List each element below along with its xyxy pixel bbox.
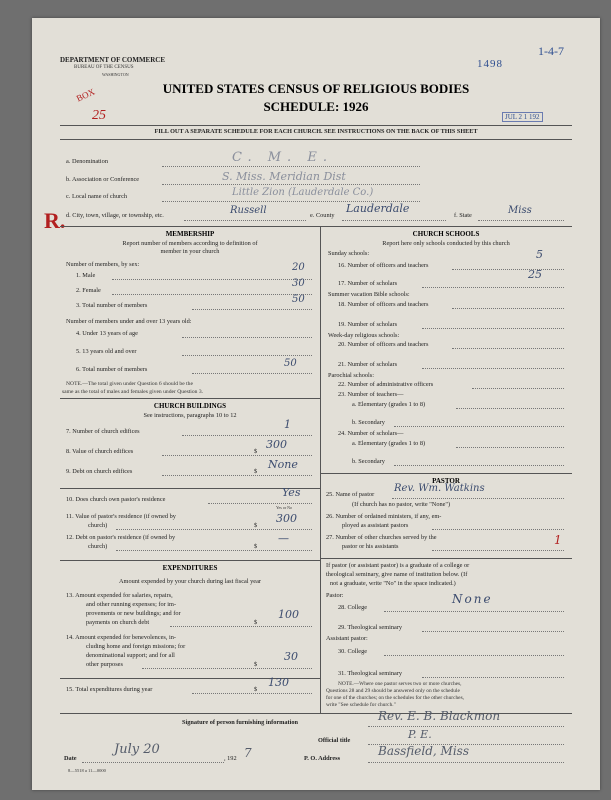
value-official-title: P. E. — [408, 728, 432, 741]
label-q11-church: church) — [88, 522, 108, 529]
census-schedule-sheet: DEPARTMENT OF COMMERCE BUREAU OF THE CENSUS WASHINGTON 1498 1-4-7 BOX 25 UNITED STATES CENSUS OF RELIGIOUS BODIES SCHEDULE: 1926 JUL 2 1 192 FILL OUT A SEPARATE SCHEDULE FOR EACH CHURCH. SEE INSTRUCTIONS ON THE BACK OF THIS SHEET a. Denomination C. M. E. b. Association or Conference S. Miss. Meridian Dist c. Local name of church Little Zion (Lauderdale Co.) R. d. City, town, village, or township, etc. Russell e. County Lauderdale f. State Miss MEMBERSHIP Report number of members according to definition of member in your church Number of members, by sex: 1. Male 20 2. Female 30 3. Total number of members 50 Number of members under and over 13 years old: 4. Under 13 years of age 5. 13 years old and over 6. Total number of members 50 NOTE.—The total given under Question 6 should be the same as the total of males and females given under Question 3. CHURCH BUILDINGS See instructions, paragraphs 10 to 12 7. Number of church edifices 1 8. Value of church edifices $ 300 9. Debt on church edifices $ None 10. Does church own pastor's residence Yes Yes or No 11. Value of pastor's residence (if owned by church) $ 300 12. Debt on pastor's residence (if owned by church) $ — EXPENDITURES Amount expended by your church during last fiscal year 13. Amount expended for salaries, repairs, and other running expenses; for im- provements or new buildings; and for payments on church debt $ 100 14. Amount expended for benevolences, in- cluding home and foreign missions; for denominational support; and for all other purposes $ 30 15. Total expenditures during year $ 130 CHURCH SCHOOLS Report here only schools conducted by this church Sunday schools: 16. Number of officers and teachers 5 17. Number of scholars 25 Summer vacation Bible schools: 18. Number of officers and teachers 19. Number of scholars Week-day religious schools: 20. Number of officers and teachers 21. Number of scholars Parochial schools: 22. Number of administrative officers 23. Number of teachers— a. Elementary (grades 1 to 8) b. Secondary 24. Number of scholars— a. Elementary (grades 1 to 8) b. Secondary PASTOR 25. Name of pastor Rev. Wm. Watkins (If church has no pastor, write "None") 26. Number of ordained ministers, if any, em- ployed as assistant pastors 27. Number of other churches served by the pastor or his assistants 1 If pastor (or assistant pastor) is a graduate of a college or theological seminary, give name of institution below. (If not a graduate, write "No" in the space indicated.) Pastor: 28. College None 29. Theological seminary Assistant pastor: 30. College 31. Theological seminary NOTE.—Where one pastor serves two or more churches, Questions 28 and 29 should be answered only on the schedule for one of the churches; on the schedules for the other churches, write "See schedule for church." Signature of person furnishing information Rev. E. B. Blackmon Official title P. E. Date July 20 , 192 7 P. O. Address Bassfield, Miss 8—5518 a 11—0000 — [32, 18, 600, 790]
grad-note-1: If pastor (or assistant pastor) is a graduate of a college or — [326, 562, 470, 569]
label-q14: 14. Amount expended for benevolences, in- — [66, 634, 176, 641]
value-q2: 30 — [292, 278, 305, 289]
value-denomination: C. M. E. — [232, 150, 333, 165]
value-q28: None — [452, 592, 493, 606]
label-q13-line2: and other running expenses; for im- — [86, 601, 177, 608]
label-q6: 6. Total number of members — [76, 366, 148, 373]
label-weekday: Week-day religious schools: — [328, 332, 400, 339]
pastor-heading: PASTOR — [432, 477, 460, 485]
label-q8: 8. Value of church edifices — [66, 448, 134, 455]
pastor-note-3: for one of the churches; on the schedules for the other churches, — [326, 695, 465, 701]
value-q25: Rev. Wm. Watkins — [394, 483, 485, 494]
label-year: , 192 — [224, 755, 237, 762]
label-q26: 26. Number of ordained ministers, if any, em- — [326, 513, 442, 520]
label-summer: Summer vacation Bible schools: — [328, 291, 410, 298]
label-q30: 30. College — [338, 648, 368, 655]
label-q24a: a. Elementary (grades 1 to 8) — [352, 440, 426, 447]
label-pastor: Pastor: — [326, 592, 344, 599]
value-q8: 300 — [266, 438, 287, 451]
form-subtitle: SCHEDULE: 1926 — [263, 99, 369, 114]
label-under-over: Number of members under and over 13 years old: — [66, 318, 192, 325]
label-q1: 1. Male — [76, 272, 96, 279]
label-q23: 23. Number of teachers— — [338, 391, 404, 398]
value-q14: 30 — [284, 650, 298, 663]
value-q17: 25 — [528, 268, 542, 281]
membership-heading: MEMBERSHIP — [165, 230, 215, 238]
label-q14-line2: cluding home and foreign missions; for — [86, 643, 186, 650]
value-q10: Yes — [282, 486, 301, 499]
label-q23a: a. Elementary (grades 1 to 8) — [352, 401, 426, 408]
value-county: Lauderdale — [346, 202, 410, 215]
box-mark: BOX — [74, 86, 97, 104]
value-year: 7 — [244, 746, 252, 760]
label-q12-church: church) — [88, 543, 108, 550]
membership-note-2: member in your church — [160, 248, 220, 255]
dept-name: DEPARTMENT OF COMMERCE — [60, 56, 166, 64]
label-q10: 10. Does church own pastor's residence — [66, 496, 166, 503]
label-q13-line3: provements or new buildings; and for — [86, 610, 181, 617]
label-q31: 31. Theological seminary — [338, 670, 403, 677]
form-instruction: FILL OUT A SEPARATE SCHEDULE FOR EACH CHURCH. SEE INSTRUCTIONS ON THE BACK OF THIS SHEET — [154, 128, 478, 135]
stamp-number: 1498 — [477, 58, 503, 70]
label-q24b: b. Secondary — [352, 458, 385, 465]
value-q15: 130 — [268, 676, 289, 689]
label-city: d. City, town, village, or township, etc. — [66, 212, 164, 219]
label-signature: Signature of person furnishing information — [182, 719, 299, 726]
value-q12: — — [278, 532, 289, 545]
label-date: Date — [64, 755, 77, 762]
date-stamp: JUL 2 1 192 — [502, 112, 543, 122]
label-state: f. State — [454, 212, 472, 219]
label-q28: 28. College — [338, 604, 368, 611]
r-mark: R. — [44, 208, 66, 233]
label-q2: 2. Female — [76, 287, 101, 294]
value-q13: 100 — [278, 608, 299, 621]
label-q5: 5. 13 years old and over — [76, 348, 137, 355]
label-denomination: a. Denomination — [66, 158, 108, 165]
value-state: Miss — [508, 205, 532, 216]
label-q20: 20. Number of officers and teachers — [338, 341, 429, 348]
label-q12: 12. Debt on pastor's residence (if owned by — [66, 534, 176, 541]
label-q18: 18. Number of officers and teachers — [338, 301, 429, 308]
schools-heading: CHURCH SCHOOLS — [412, 230, 480, 238]
label-q23b: b. Secondary — [352, 419, 385, 426]
value-q27: 1 — [554, 533, 562, 547]
value-association: S. Miss. Meridian Dist — [222, 170, 346, 183]
schools-sub: Report here only schools conducted by this church — [382, 240, 510, 247]
value-q3: 50 — [292, 294, 305, 305]
pastor-note-1: NOTE.—Where one pastor serves two or more churches, — [338, 681, 462, 687]
label-q13: 13. Amount expended for salaries, repairs, — [66, 592, 173, 599]
value-q6: 50 — [284, 358, 297, 369]
label-sunday: Sunday schools: — [328, 250, 370, 257]
label-q27-line2: pastor or his assistants — [342, 543, 399, 550]
value-q7: 1 — [284, 418, 291, 431]
box-number: 25 — [92, 108, 106, 123]
label-q29: 29. Theological seminary — [338, 624, 403, 631]
label-q19: 19. Number of scholars — [338, 321, 398, 328]
label-q25: 25. Name of pastor — [326, 491, 375, 498]
buildings-heading: CHURCH BUILDINGS — [153, 402, 227, 410]
label-q7: 7. Number of church edifices — [66, 428, 140, 435]
value-q1: 20 — [292, 262, 305, 273]
label-association: b. Association or Conference — [66, 176, 140, 183]
label-by-sex: Number of members, by sex: — [66, 261, 140, 268]
label-q24: 24. Number of scholars— — [338, 430, 404, 437]
label-q21: 21. Number of scholars — [338, 361, 398, 368]
label-county: e. County — [310, 212, 335, 219]
label-assistant: Assistant pastor: — [326, 635, 368, 642]
label-parochial: Parochial schools: — [328, 372, 374, 379]
buildings-sub: See instructions, paragraphs 10 to 12 — [143, 412, 237, 419]
q25-note: (If church has no pastor, write "None") — [352, 501, 451, 508]
label-q16: 16. Number of officers and teachers — [338, 262, 429, 269]
corner-mark: 1-4-7 — [538, 44, 564, 58]
label-q11: 11. Value of pastor's residence (if owned by — [66, 513, 176, 520]
label-q13-line4: payments on church debt — [86, 619, 150, 626]
label-q27: 27. Number of other churches served by the — [326, 534, 437, 541]
value-q11: 300 — [276, 512, 297, 525]
label-q15-total: 15. Total expenditures during year — [66, 686, 153, 693]
pastor-note-4: write "See schedule for church." — [326, 702, 396, 708]
label-q14-line4: other purposes — [86, 661, 123, 668]
value-city: Russell — [230, 205, 267, 216]
membership-note-b: same as the total of males and females given under Question 3. — [62, 389, 204, 395]
value-po-address: Bassfield, Miss — [378, 744, 469, 758]
value-q16: 5 — [536, 248, 543, 261]
value-date: July 20 — [114, 742, 160, 757]
yes-no-hint: Yes or No — [276, 505, 293, 510]
label-po-address: P. O. Address — [304, 755, 341, 762]
value-q9: None — [268, 458, 298, 471]
label-q26-line2: ployed as assistant pastors — [342, 522, 409, 529]
label-church-name: c. Local name of church — [66, 193, 128, 200]
membership-note-a: NOTE.—The total given under Question 6 should be the — [66, 381, 193, 387]
label-official-title: Official title — [318, 737, 351, 744]
membership-note-1: Report number of members according to definition of — [122, 240, 258, 247]
grad-note-3: not a graduate, write "No" in the space indicated.) — [330, 580, 456, 587]
pastor-note-2: Questions 28 and 29 should be answered only on the schedule — [326, 688, 460, 694]
expenditures-sub: Amount expended by your church during last fiscal year — [119, 578, 261, 585]
expenditures-heading: EXPENDITURES — [162, 564, 218, 572]
bureau-name: BUREAU OF THE CENSUS — [74, 65, 134, 70]
bureau-city: WASHINGTON — [102, 72, 129, 77]
grad-note-2: theological seminary, give name of institution below. (If — [326, 571, 468, 578]
label-q9: 9. Debt on church edifices — [66, 468, 133, 475]
label-q22: 22. Number of administrative officers — [338, 381, 434, 388]
label-q17: 17. Number of scholars — [338, 280, 398, 287]
value-church-name: Little Zion (Lauderdale Co.) — [232, 187, 374, 198]
label-q14-line3: denominational support; and for all — [86, 652, 175, 659]
form-number: 8—5518 a 11—0000 — [68, 768, 106, 773]
label-q3: 3. Total number of members — [76, 302, 148, 309]
label-q4: 4. Under 13 years of age — [76, 330, 138, 337]
form-title: UNITED STATES CENSUS OF RELIGIOUS BODIES — [162, 81, 470, 96]
value-signature: Rev. E. B. Blackmon — [378, 709, 501, 723]
